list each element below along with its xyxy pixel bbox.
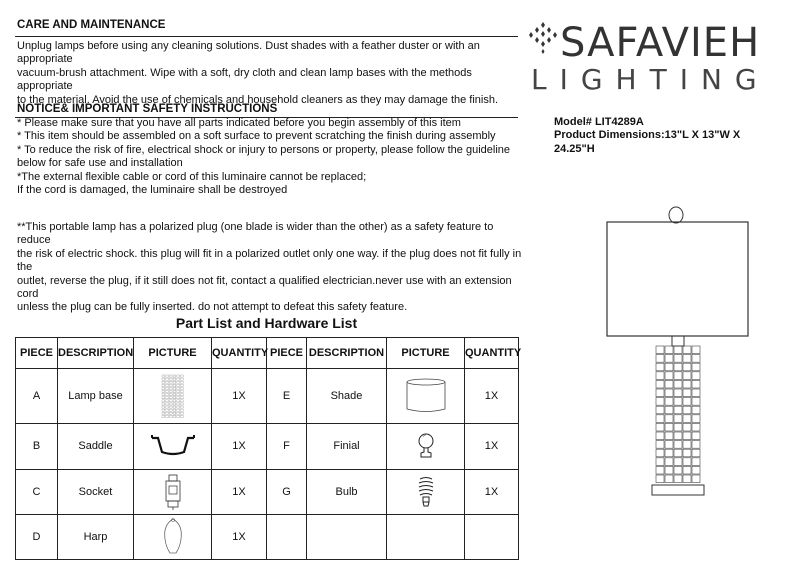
shade-picture	[404, 377, 448, 415]
saddle-picture	[148, 432, 198, 460]
table-header-row	[16, 338, 519, 369]
product-dimensions: Product Dimensions:13"L X 13"W X	[554, 129, 741, 142]
header-piece: PIECE	[267, 338, 307, 369]
lamp-illustration	[600, 200, 760, 500]
safety-line: * This item should be assembled on a soft surface to prevent scratching the finish during assembly	[17, 130, 496, 143]
picture-cell	[134, 469, 212, 514]
quantity-cell	[465, 514, 519, 559]
piece-cell: E	[267, 369, 307, 424]
header-quantity: QUANTITY	[212, 338, 267, 369]
description-cell: Lamp base	[58, 369, 134, 424]
picture-cell	[387, 514, 465, 559]
piece-cell: A	[16, 369, 58, 424]
picture-cell	[387, 369, 465, 424]
description-cell: Shade	[307, 369, 387, 424]
picture-cell	[134, 369, 212, 424]
piece-cell: F	[267, 424, 307, 469]
safety-line: * Please make sure that you have all parts indicated before you begin assembly of this item	[17, 117, 461, 129]
piece-cell: G	[267, 469, 307, 514]
description-cell: Harp	[58, 514, 134, 559]
header-description: DESCRIPTION	[307, 338, 387, 369]
picture-cell	[387, 424, 465, 469]
safety-line: *The external flexible cable or cord of this luminaire cannot be replaced;	[17, 170, 367, 183]
part-list-title: Part List and Hardware List	[175, 315, 358, 331]
harp-picture	[158, 517, 188, 557]
table-row	[16, 514, 519, 559]
table-row	[16, 424, 519, 469]
description-cell	[307, 514, 387, 559]
quantity-cell: 1X	[465, 424, 519, 469]
piece-cell: D	[16, 514, 58, 559]
plug-line: the risk of electric shock. this plug will fit in a polarized outlet only one way. if the plug does not fit fully in the	[17, 247, 522, 274]
care-divider	[15, 36, 518, 37]
care-heading: CARE AND MAINTENANCE	[17, 19, 166, 31]
care-line: vacuum-brush attachment. Wipe with a soft, dry cloth and clean lamp bases with the methods appropriate	[17, 66, 472, 93]
product-dimensions-height: 24.25"H	[554, 142, 595, 155]
quantity-cell: 1X	[212, 469, 267, 514]
model-number: Model# LIT4289A	[554, 116, 644, 128]
safety-line: If the cord is damaged, the luminaire shall be destroyed	[17, 184, 288, 197]
brand-subtitle: LIGHTING	[531, 63, 770, 96]
picture-cell	[134, 514, 212, 559]
safety-text	[17, 117, 522, 197]
bulb-picture	[415, 475, 437, 509]
picture-cell	[134, 424, 212, 469]
plug-notice	[17, 221, 522, 315]
parts-table	[15, 337, 522, 560]
quantity-cell: 1X	[212, 514, 267, 559]
description-cell: Socket	[58, 469, 134, 514]
safety-heading: NOTICE& IMPORTANT SAFETY INSTRUCTIONS	[17, 103, 278, 115]
header-quantity: QUANTITY	[465, 338, 519, 369]
care-line: Unplug lamps before using any cleaning solutions. Dust shades with a feather duster or with an appropriate	[17, 40, 480, 66]
plug-line: **This portable lamp has a polarized plug (one blade is wider than the other) as a safety feature to reduce	[17, 221, 494, 247]
table-row	[16, 369, 519, 424]
description-cell: Bulb	[307, 469, 387, 514]
header-piece: PIECE	[16, 338, 58, 369]
header-picture: PICTURE	[134, 338, 212, 369]
description-cell: Finial	[307, 424, 387, 469]
finial-picture	[414, 431, 438, 461]
quantity-cell: 1X	[212, 424, 267, 469]
piece-cell: C	[16, 469, 58, 514]
brand-name: SAFAVIEH	[560, 20, 761, 66]
lamp-base-grid	[656, 346, 700, 483]
header-description: DESCRIPTION	[58, 338, 134, 369]
header-picture: PICTURE	[387, 338, 465, 369]
description-cell: Saddle	[58, 424, 134, 469]
care-line: to the material. Avoid the use of chemicals and household cleaners as they may damage the finish.	[17, 93, 499, 106]
product-specs	[554, 116, 740, 156]
quantity-cell: 1X	[465, 369, 519, 424]
picture-cell	[387, 469, 465, 514]
piece-cell: B	[16, 424, 58, 469]
quantity-cell: 1X	[212, 369, 267, 424]
socket-picture	[161, 473, 185, 511]
plug-line: unless the plug can be fully inserted. do not attempt to defeat this safety feature.	[17, 301, 408, 314]
piece-cell	[267, 514, 307, 559]
chandelier-logo-icon	[528, 22, 558, 58]
plug-line: outlet, reverse the plug, if it still does not fit, contact a qualified electrician.never use with an extension cord	[17, 274, 512, 301]
lamp-base-picture	[158, 373, 188, 419]
table-row	[16, 469, 519, 514]
safety-line: * To reduce the risk of fire, electrical shock or injury to persons or property, please follow the guideline	[17, 143, 511, 156]
care-text	[17, 40, 522, 107]
safety-line: below for safe use and installation	[17, 157, 183, 170]
quantity-cell: 1X	[465, 469, 519, 514]
